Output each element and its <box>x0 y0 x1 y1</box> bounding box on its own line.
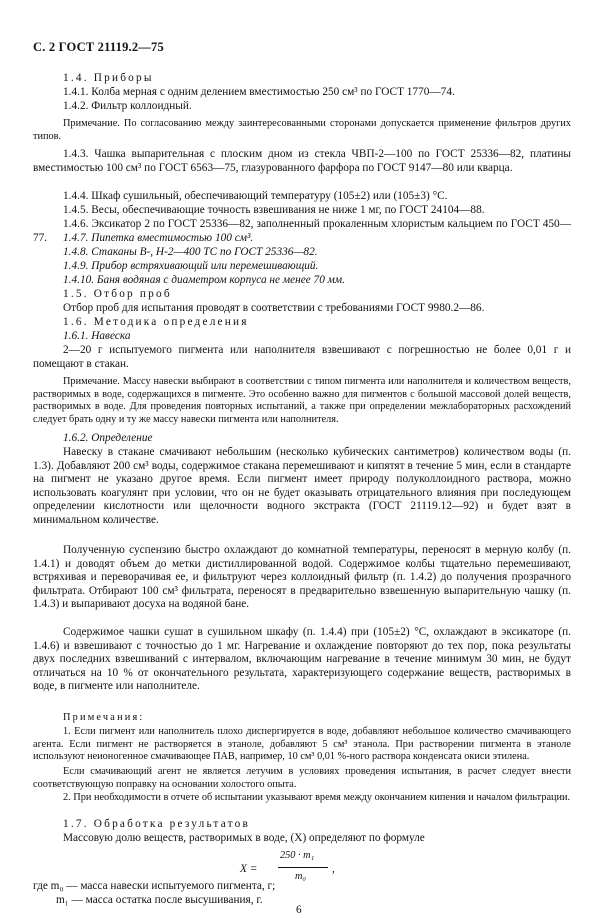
formula-lhs: X = <box>240 863 258 875</box>
section-1-7-title: 1.7. Обработка результатов <box>63 818 250 830</box>
paragraph-filtering: Полученную суспензию быстро охлаждают до комнатной температуры, переносят в мерную колбу (п. 1.4.1) и доводят объем до метки дистиллированной водой. Содержимое колбы тщательно перемешивают, встряхивая и переворачивая ее, и фильтруют через коллоидный фильтр (п. 1.4.2) до получения прозрачного фильтрата. Отбирают 100 см³ фильтрата, переносят в предварительно взвешенную выпарительную чашку (п. 1.4.3) и выпаривают досуха на водяной бане. <box>33 544 571 611</box>
item-1-4-8: 1.4.8. Стаканы В-, Н-2—400 ТС по ГОСТ 25336—82. <box>63 246 318 258</box>
note-filters: Примечание. По согласованию между заинтересованными сторонами допускается применение фильтров других типов. <box>33 118 571 142</box>
page-header: С. 2 ГОСТ 21119.2—75 <box>33 40 164 54</box>
section-1-6-2-title: 1.6.2. Определение <box>63 432 153 444</box>
formula-fraction-bar <box>278 867 328 868</box>
item-1-4-4: 1.4.4. Шкаф сушильный, обеспечивающий температуру (105±2) или (105±3) °С. <box>63 190 448 202</box>
item-1-4-2: 1.4.2. Фильтр коллоидный. <box>63 100 192 112</box>
formula-comma: , <box>332 863 335 875</box>
item-1-4-3: 1.4.3. Чашка выпарительная с плоским дном из стекла ЧВП-2—100 по ГОСТ 25336—82, платины вместимостью 100 см³ по ГОСТ 6563—75, глазурованного фарфора по ГОСТ 9147—80 или кварца. <box>33 148 571 174</box>
notes-title: Примечания: <box>63 712 145 723</box>
paragraph-wetting: Навеску в стакане смачивают небольшим (несколько кубических сантиметров) количеством воды (п. 1.3). Добавляют 200 см³ воды, содержимое стакана перемешивают и кипятят в течение 5 мин, если в стандарте на пигмент не указано другое время. Если пигмент имеет природу полуколлоидного раствора, можно использовать коагулянт при условии, что он не будет оказывать отрицательного влияния при последующем определении кислотности или щелочности водного экстракта (ГОСТ 21119.12—92) и будет взят в минимальном количестве. <box>33 446 571 526</box>
section-1-4-title: 1.4. Приборы <box>63 72 154 84</box>
item-1-4-6: 1.4.6. Эксикатор 2 по ГОСТ 25336—82, заполненный прокаленным хлористым кальцием по ГОСТ 450—77. <box>33 218 571 244</box>
item-1-4-5: 1.4.5. Весы, обеспечивающие точность взвешивания не ниже 1 мг, по ГОСТ 24104—88. <box>63 204 485 216</box>
where-m1: m₁ — масса остатка после высушивания, г. <box>56 894 263 906</box>
section-1-6-1-text: 2—20 г испытуемого пигмента или наполнителя взвешивают с погрешностью не более 0,01 г и помещают в стакан. <box>33 344 571 370</box>
section-1-5-text: Отбор проб для испытания проводят в соответствии с требованиями ГОСТ 9980.2—86. <box>63 302 485 314</box>
item-1-4-10: 1.4.10. Баня водяная с диаметром корпуса не менее 70 мм. <box>63 274 345 286</box>
note-1-continued: Если смачивающий агент не является летучим в условиях проведения испытания, в расчет следует внести соответствующую поправку на основании холостого опыта. <box>33 766 571 790</box>
note-2: 2. При необходимости в отчете об испытании указывают время между окончанием кипения и началом фильтрации. <box>63 792 571 803</box>
section-1-5-title: 1.5. Отбор проб <box>63 288 172 300</box>
page-number: 6 <box>296 904 302 916</box>
section-1-6-title: 1.6. Методика определения <box>63 316 249 328</box>
item-1-4-9: 1.4.9. Прибор встряхивающий или перемешивающий. <box>63 260 319 272</box>
note-sample-mass: Примечание. Массу навески выбирают в соответствии с типом пигмента или наполнителя и количеством веществ, растворимых в воде, содержащихся в пигменте. Это особенно важно для пигментов с большой массовой долей веществ, растворимых в воде. Для проведения повторных испытаний, а также при определении межлабораторных расхождений следует брать одну и ту же массу навески пигмента или наполнителя. <box>33 376 571 425</box>
formula-denominator: m₀ <box>295 871 307 882</box>
item-1-4-1: 1.4.1. Колба мерная с одним делением вместимостью 250 см³ по ГОСТ 1770—74. <box>63 86 455 98</box>
where-m0: где m₀ — масса навески испытуемого пигмента, г; <box>33 880 276 892</box>
note-1: 1. Если пигмент или наполнитель плохо диспергируется в воде, добавляют небольшое количество смачивающего агента. Если пигмент не растворяется в этаноле, добавляют 5 см³ этанола. При растворении пигмента в этаноле используют неионогенное смачивающее ПАВ, например, 10 см³ 0,01 %-ного раствора конденсата окиси этилена. <box>33 726 571 763</box>
formula-numerator: 250 · m₁ <box>280 850 315 861</box>
section-1-7-text: Массовую долю веществ, растворимых в воде, (X) определяют по формуле <box>63 832 425 844</box>
item-1-4-7: 1.4.7. Пипетка вместимостью 100 см³. <box>63 232 254 244</box>
section-1-6-1-title: 1.6.1. Навеска <box>63 330 131 342</box>
paragraph-drying: Содержимое чашки сушат в сушильном шкафу (п. 1.4.4) при (105±2) °С, охлаждают в эксикаторе (п. 1.4.6) и взвешивают с точностью до 1 мг. Нагревание и охлаждение повторяют до тех пор, пока результаты двух последних взвешиваний с интервалом, включающим нагревание в течение минимум 30 мин, не будут отличаться на 10 % от окончательного результата, характеризующего содержание веществ, растворимых в воде, в пигменте или наполнителе. <box>33 626 571 693</box>
